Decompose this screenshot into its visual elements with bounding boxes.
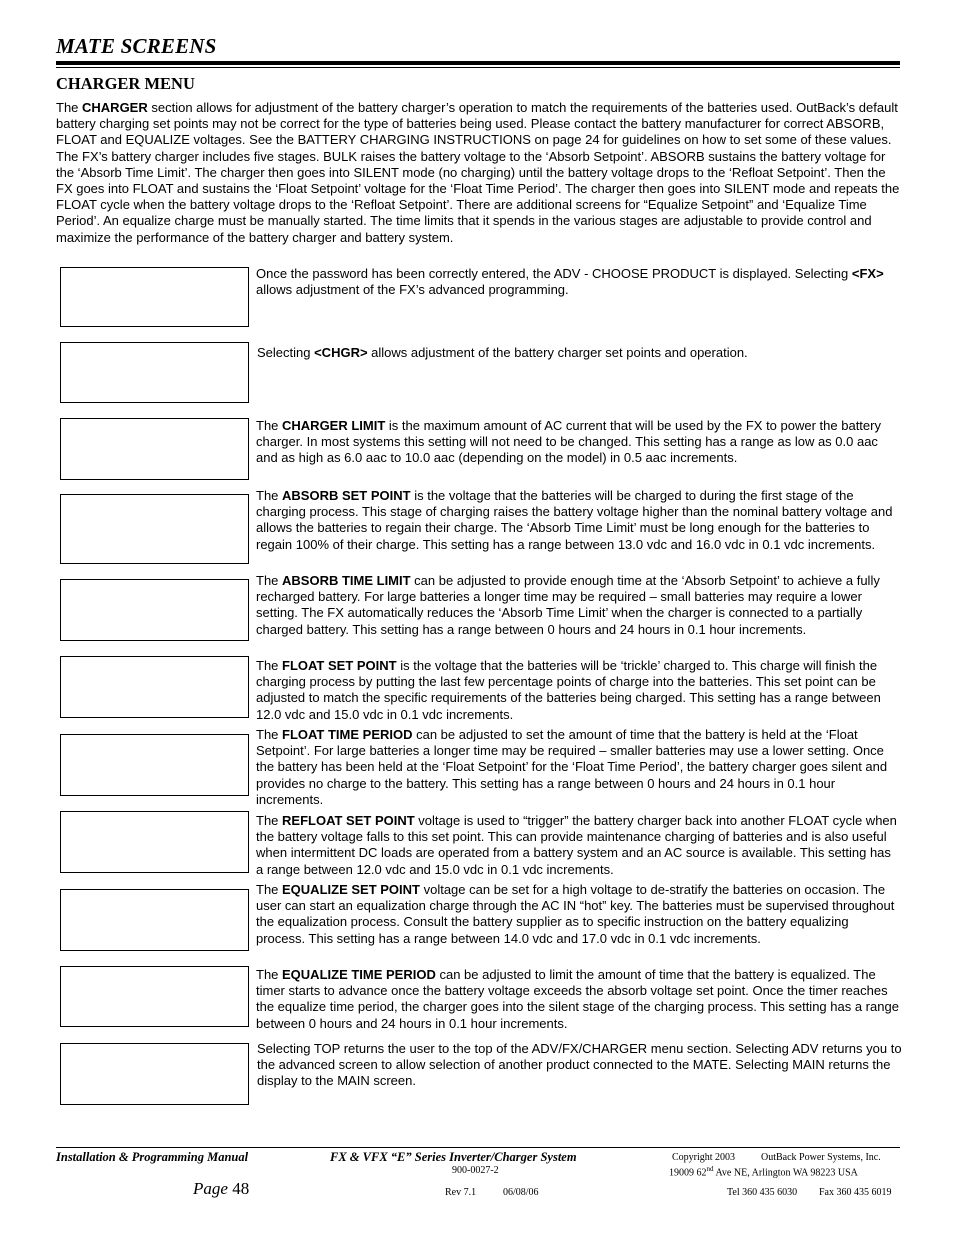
item-text: is the voltage that the batteries will be ‘trickle’ charged to. This charge will finish the charging process by putting the last few percentage points of charge into the batteries. This set point can be adjusted to match the specific requirements of the batteries being charged. This setting has a range between 12.0 vdc and 15.0 vdc in 0.1 vdc increments. xyxy=(256,658,881,722)
mate-screen-absorb-set-point xyxy=(60,494,249,564)
address-pre: 19009 62 xyxy=(669,1167,707,1179)
mate-screen-equalize-set-point xyxy=(60,889,249,951)
mate-screen-equalize-time-period xyxy=(60,966,249,1027)
intro-paragraph xyxy=(56,100,902,246)
item-text: is the maximum amount of AC current that will be used by the FX to power the battery charger. In most systems this setting will not need to be changed. This setting has a range as low as 0.0 aac and as high as 6.0 aac to 10.0 aac (depending on the model) in 0.5 aac increments. xyxy=(256,418,881,466)
section-heading: CHARGER MENU xyxy=(56,74,195,93)
title-rule-thin xyxy=(56,67,900,68)
item-bold-term: CHARGER LIMIT xyxy=(282,418,386,433)
item-text: can be adjusted to limit the amount of time that the battery is equalized. The timer starts to advance once the battery voltage exceeds the absorb voltage set point. Once the timer reaches the equalize time period, the charger goes into the silent stage of the charging process. This setting has a range between 0 hours and 24 hours in 0.1 hour increments. xyxy=(256,967,899,1031)
item-text: The xyxy=(256,573,283,588)
mate-screen-float-time-period xyxy=(60,734,249,796)
item-bold-term: EQUALIZE SET POINT xyxy=(282,882,420,897)
item-charger-limit xyxy=(256,418,901,467)
item-text: allows adjustment of the battery charger set points and operation. xyxy=(367,345,748,360)
item-bold-term: <FX> xyxy=(851,266,884,281)
footer-page xyxy=(193,1179,249,1199)
item-bold-term: ABSORB SET POINT xyxy=(282,488,411,503)
mate-screen-refloat-set-point xyxy=(60,811,249,873)
footer-doc-number: 900-0027-2 xyxy=(452,1165,499,1176)
page-number: 48 xyxy=(232,1179,250,1198)
item-text: The xyxy=(256,882,283,897)
footer-fax: Fax 360 435 6019 xyxy=(819,1187,892,1198)
item-text: The xyxy=(256,658,283,673)
item-text: is the voltage that the batteries will be charged to during the first stage of the charging process. This stage of charging raises the battery voltage higher than the nominal battery voltage and allows the batteries to regain their charge. The ‘Absorb Time Limit’ must be long enough for the batteries to regain 100% of their charge. This setting has a range between 13.0 vdc and 16.0 vdc in 0.1 vdc increments. xyxy=(256,488,893,552)
item-float-time-period xyxy=(256,727,901,808)
item-text: allows adjustment of the FX’s advanced programming. xyxy=(256,282,569,298)
intro-text: section allows for adjustment of the battery charger’s operation to match the requirements of the batteries used. OutBack’s default battery charging set points may not be correct for the type of batteries being used. Please contact the battery manufacturer for correct ABSORB, FLOAT and EQUALIZE voltages. See the BATTERY CHARGING INSTRUCTIONS on page 24 for guidelines on how to set some of these values. The FX’s battery charger includes five stages. BULK raises the battery voltage to the ‘Absorb Setpoint’. ABSORB sustains the battery voltage for the ‘Absorb Time Limit’. The charger then goes into SILENT mode (no charging) until the battery voltage drops to the ‘Refloat Setpoint’. Then the FX goes into FLOAT and sustains the ‘Float Setpoint’ voltage for the ‘Float Time Period’. The charger then goes into SILENT mode and repeats the FLOAT cycle when the battery voltage drops to the ‘Refloat Setpoint’. There are additional screens for “Equalize Setpoint” and ‘Equalize Time Period’. An equalize charge must be manually started. The time limits that it spends in the various stages are adjustable to provide control and maximize the performance of the battery charger and battery system. xyxy=(56,100,900,245)
footer-company: OutBack Power Systems, Inc. xyxy=(761,1152,881,1163)
mate-screen-float-set-point xyxy=(60,656,249,718)
item-text: voltage is used to “trigger” the battery charger back into another FLOAT cycle when the battery voltage falls to this set point. This can provide maintenance charging of batteries and is also useful when intermittent DC loads are operated from a battery system and an AC source is available. This setting has a range between 12.0 vdc and 15.0 vdc in 0.1 vdc increments. xyxy=(256,813,897,877)
item-bold-term: ABSORB TIME LIMIT xyxy=(282,573,411,588)
footer-rev: Rev 7.1 xyxy=(445,1187,477,1198)
item-text: can be adjusted to provide enough time at the ‘Absorb Setpoint’ to achieve a fully recharged battery. For large batteries a longer time may be required – small batteries may require a lower setting. The FX automatically reduces the ‘Absorb Time Limit’ when the charger is connected to a partially charged battery. This setting has a range between 0 hours and 24 hours in 0.1 hour increments. xyxy=(256,573,880,637)
footer-tel: Tel 360 435 6030 xyxy=(727,1187,798,1198)
item-choose-product xyxy=(256,266,901,298)
item-text: The xyxy=(256,727,283,742)
footer-date: 06/08/06 xyxy=(503,1187,539,1198)
page-title: MATE SCREENS xyxy=(56,34,217,58)
mate-screen-charger-limit xyxy=(60,418,249,480)
item-equalize-set-point xyxy=(256,882,901,947)
item-float-set-point xyxy=(256,658,901,723)
footer-manual-title: Installation & Programming Manual xyxy=(56,1150,249,1164)
item-bold-term: EQUALIZE TIME PERIOD xyxy=(282,967,436,982)
item-absorb-set-point xyxy=(256,488,901,553)
item-equalize-time-period xyxy=(256,967,901,1032)
item-bold-term: <CHGR> xyxy=(314,345,368,360)
item-text: voltage can be set for a high voltage to de-stratify the batteries on occasion. The user can start an equalization charge through the AC IN “hot” key. The batteries must be supervised throughout the equalization process. Consult the battery supplier as to specific instruction on the battery equalizing process. This setting has a range between 14.0 vdc and 17.0 vdc in 0.1 vdc increments. xyxy=(256,882,895,946)
item-text: The xyxy=(256,813,283,828)
item-bold-term: FLOAT SET POINT xyxy=(282,658,397,673)
mate-screen-choose-product xyxy=(60,267,249,327)
item-refloat-set-point xyxy=(256,813,901,878)
item-text: The xyxy=(256,967,283,982)
title-rule-thick xyxy=(56,61,900,65)
item-text: The xyxy=(256,488,283,503)
item-text: can be adjusted to set the amount of time that the battery is held at the ‘Float Setpoint’. For large batteries a longer time may be required – smaller batteries may use a lower setting. Once the battery has been held at the ‘Float Setpoint’ for the ‘Float Time Period’, the battery charger goes silent and provides no charge to the battery. This setting has a range between 0 hours and 24 hours in 0.1 hour increments. xyxy=(256,727,888,807)
item-chgr xyxy=(257,345,902,361)
item-text: Selecting TOP returns the user to the top of the ADV/FX/CHARGER menu section. Selecting ADV returns you to the advanced screen to allow selection of another product connected to the MATE. Selecting MAIN returns the display to the MAIN screen. xyxy=(257,1041,902,1089)
item-bold-term: REFLOAT SET POINT xyxy=(282,813,415,828)
mate-screen-chgr xyxy=(60,342,249,403)
mate-screen-absorb-time-limit xyxy=(60,579,249,641)
item-top-adv-main xyxy=(257,1041,902,1090)
footer-address xyxy=(669,1165,858,1178)
intro-text: The xyxy=(56,100,83,115)
item-absorb-time-limit xyxy=(256,573,901,638)
intro-bold-term: CHARGER xyxy=(82,100,148,115)
page-word: Page xyxy=(193,1179,228,1198)
item-bold-term: FLOAT TIME PERIOD xyxy=(282,727,413,742)
item-text: Once the password has been correctly entered, the ADV - CHOOSE PRODUCT is displayed. Selecting xyxy=(256,266,852,281)
item-text: Selecting xyxy=(257,345,315,360)
address-post: Ave NE, Arlington WA 98223 USA xyxy=(713,1167,858,1179)
footer-copyright: Copyright 2003 xyxy=(672,1152,736,1163)
mate-screen-top-adv-main xyxy=(60,1043,249,1105)
item-text: The xyxy=(256,418,283,433)
footer-system-title: FX & VFX “E” Series Inverter/Charger System xyxy=(330,1150,577,1164)
footer-rule xyxy=(56,1147,900,1148)
address-sup: nd xyxy=(706,1165,714,1173)
